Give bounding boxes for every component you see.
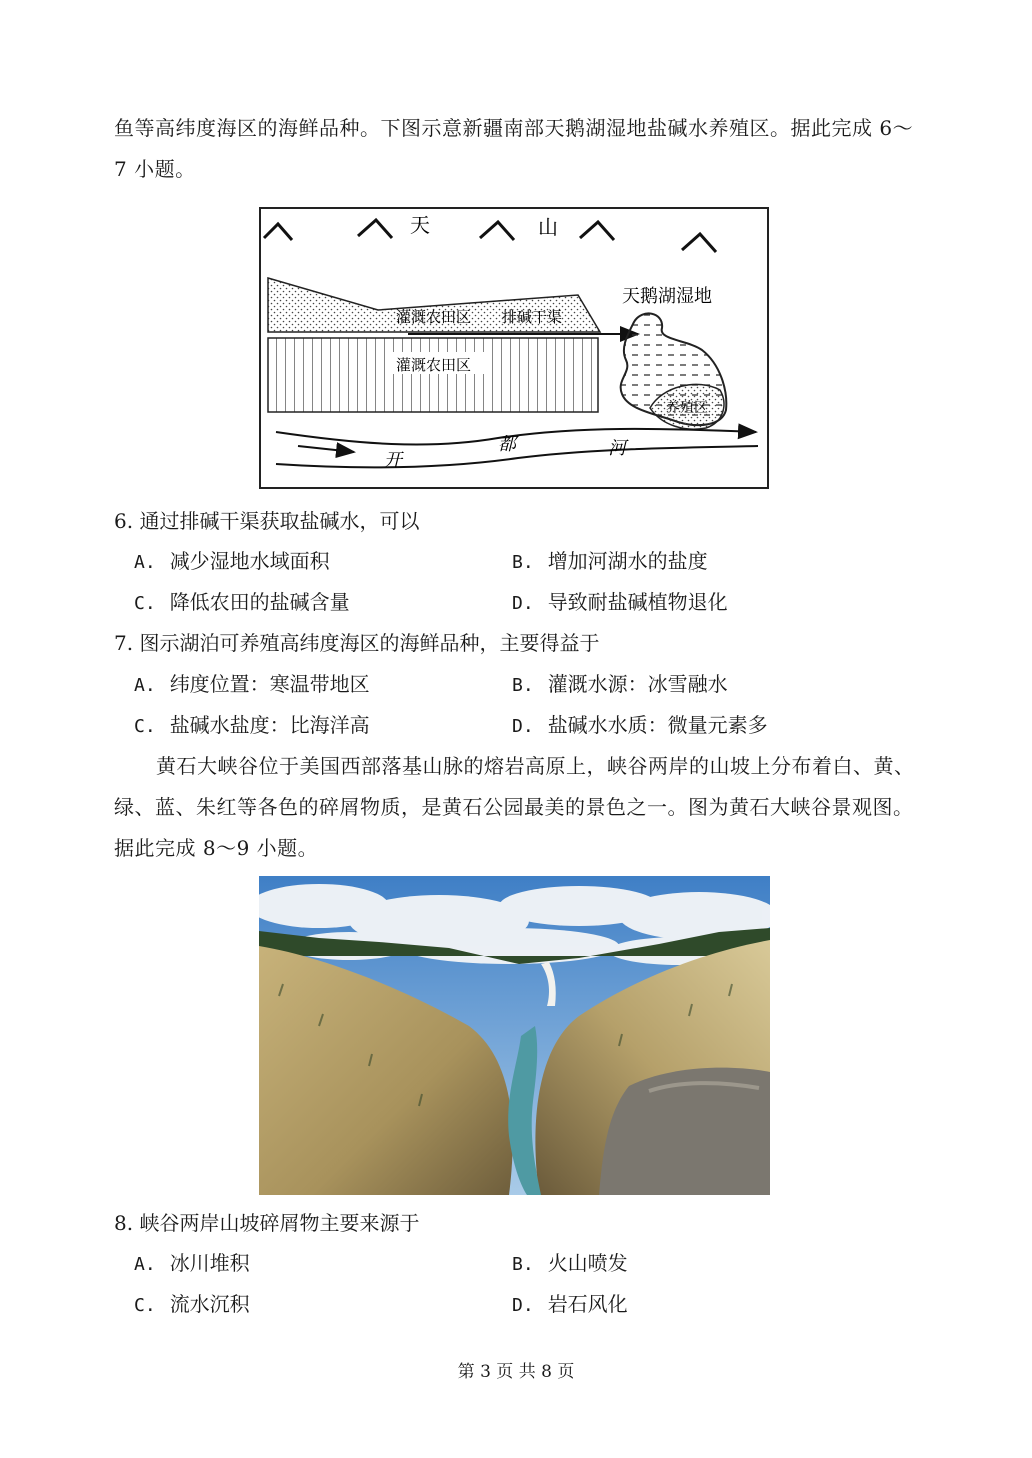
map-label-farm-upper: 灌溉农田区 (396, 308, 472, 326)
page-footer: 第 3 页 共 8 页 (457, 1362, 575, 1382)
map-label-river-kai: 开 (384, 450, 402, 471)
intro-line-1: 鱼等高纬度海区的海鲜品种。下图示意新疆南部天鹅湖湿地盐碱水养殖区。据此完成 6～ (114, 116, 914, 140)
q7-option-d: D. 盐碱水水质：微量元素多 (512, 713, 768, 737)
q7-option-a: A. 纬度位置：寒温带地区 (134, 672, 370, 696)
map-label-farm-lower: 灌溉农田区 (396, 356, 472, 374)
farm-area-lower (268, 338, 598, 412)
passage-line-3: 据此完成 8～9 小题。 (114, 836, 319, 860)
map-label-drain: 排碱干渠 (502, 308, 563, 326)
passage-line-1: 黄石大峡谷位于美国西部落基山脉的熔岩高原上，峡谷两岸的山坡上分布着白、黄、 (156, 754, 915, 778)
q8-option-c: C. 流水沉积 (134, 1292, 250, 1316)
wetland-map-figure (258, 200, 780, 492)
passage-yellowstone (114, 746, 920, 869)
canyon-photo (259, 876, 770, 1195)
map-label-shan: 山 (538, 215, 558, 239)
q8-option-d: D. 岩石风化 (512, 1292, 628, 1316)
q6-option-d: D. 导致耐盐碱植物退化 (512, 590, 728, 614)
map-label-wetland: 天鹅湖湿地 (622, 286, 712, 307)
q6-option-b: B. 增加河湖水的盐度 (512, 549, 708, 573)
q6-option-a: A. 减少湿地水域面积 (134, 549, 330, 573)
map-label-river-he: 河 (608, 438, 626, 459)
intro-paragraph (114, 108, 920, 190)
q7-option-c: C. 盐碱水盐度：比海洋高 (134, 713, 370, 737)
q8-option-a: A. 冰川堆积 (134, 1251, 250, 1275)
map-label-river-du: 都 (498, 434, 516, 455)
question-6-stem: 6. 通过排碱干渠获取盐碱水，可以 (114, 509, 420, 533)
q6-option-c: C. 降低农田的盐碱含量 (134, 590, 350, 614)
question-7-stem: 7. 图示湖泊可养殖高纬度海区的海鲜品种，主要得益于 (114, 631, 600, 655)
intro-line-2: 7 小题。 (114, 157, 196, 181)
map-label-tian: 天 (410, 213, 430, 237)
q8-option-b: B. 火山喷发 (512, 1251, 628, 1275)
passage-line-2: 绿、蓝、朱红等各色的碎屑物质，是黄石公园最美的景色之一。图为黄石大峡谷景观图。 (114, 795, 914, 819)
question-8-stem: 8. 峡谷两岸山坡碎屑物主要来源于 (114, 1211, 420, 1235)
q7-option-b: B. 灌溉水源：冰雪融水 (512, 672, 728, 696)
map-label-aquaculture: 养殖区 (666, 400, 708, 416)
